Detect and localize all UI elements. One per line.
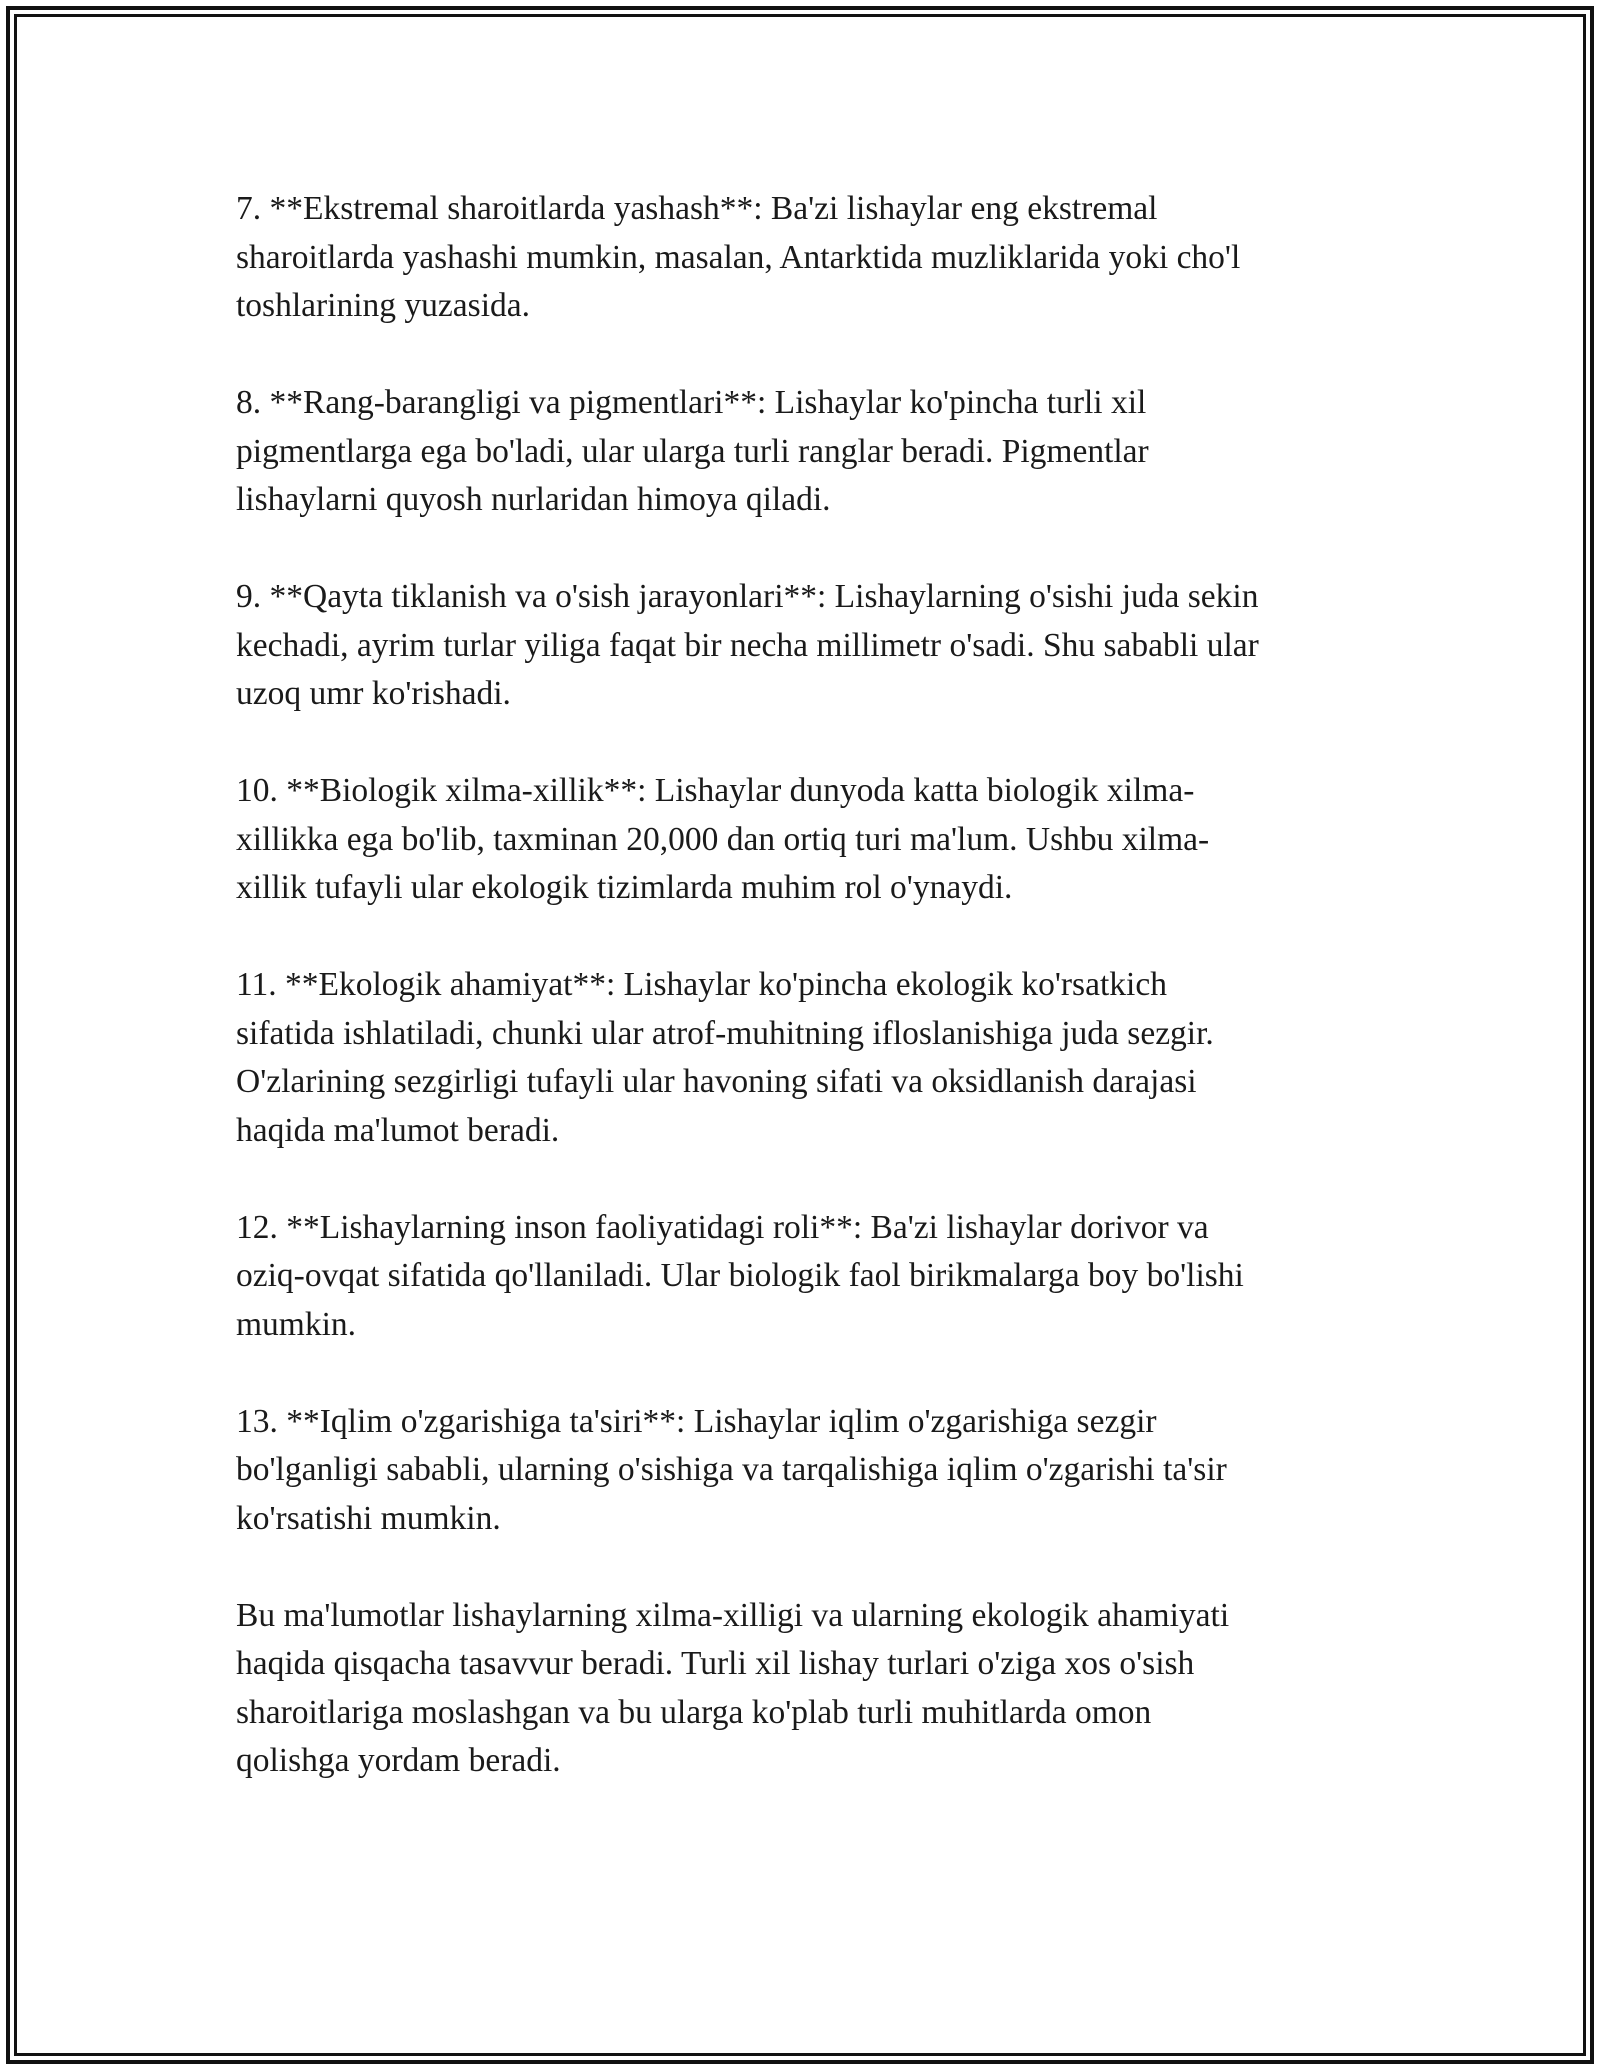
text-line: kechadi, ayrim turlar yiliga faqat bir necha millimetr o'sadi. Shu sababli ular bbox=[236, 626, 1259, 664]
text-line: sharoitlariga moslashgan va bu ularga ko'plab turli muhitlarda omon bbox=[236, 1693, 1152, 1731]
paragraph-12 bbox=[236, 1204, 1376, 1350]
text-line: oziq-ovqat sifatida qo'llaniladi. Ular biologik faol birikmalarga boy bo'lishi bbox=[236, 1257, 1244, 1294]
text-line: 9. **Qayta tiklanish va o'sish jarayonlari**: Lishaylarning o'sishi juda sekin bbox=[236, 578, 1259, 615]
document-body bbox=[236, 185, 1376, 1786]
text-line: mumkin. bbox=[236, 1305, 357, 1343]
text-line: sharoitlarda yashashi mumkin, masalan, Antarktida muzliklarida yoki cho'l bbox=[236, 238, 1241, 276]
text-line: ko'rsatishi mumkin. bbox=[236, 1499, 501, 1537]
paragraph-conclusion bbox=[236, 1592, 1376, 1786]
text-line: sifatida ishlatiladi, chunki ular atrof-muhitning ifloslanishiga juda sezgir. bbox=[236, 1014, 1214, 1052]
paragraph-7 bbox=[236, 185, 1376, 331]
text-line: lishaylarni quyosh nurlaridan himoya qiladi. bbox=[236, 481, 831, 518]
text-line: haqida ma'lumot beradi. bbox=[236, 1111, 560, 1149]
text-line: Bu ma'lumotlar lishaylarning xilma-xilligi va ularning ekologik ahamiyati bbox=[236, 1596, 1230, 1634]
text-line: toshlarining yuzasida. bbox=[236, 287, 530, 324]
text-line: xillikka ega bo'lib, taxminan 20,000 dan ortiq turi ma'lum. Ushbu xilma- bbox=[236, 820, 1210, 858]
text-line: 12. **Lishaylarning inson faoliyatidagi roli**: Ba'zi lishaylar dorivor va bbox=[236, 1208, 1209, 1246]
paragraph-8 bbox=[236, 379, 1376, 525]
text-line: haqida qisqacha tasavvur beradi. Turli xil lishay turlari o'ziga xos o'sish bbox=[236, 1645, 1195, 1682]
text-line: 11. **Ekologik ahamiyat**: Lishaylar ko'pincha ekologik ko'rsatkich bbox=[236, 966, 1167, 1003]
paragraph-10 bbox=[236, 767, 1376, 913]
text-line: 7. **Ekstremal sharoitlarda yashash**: Ba'zi lishaylar eng ekstremal bbox=[236, 190, 1158, 227]
text-line: O'zlarining sezgirligi tufayli ular havoning sifati va oksidlanish darajasi bbox=[236, 1063, 1197, 1100]
text-line: 10. **Biologik xilma-xillik**: Lishaylar dunyoda katta biologik xilma- bbox=[236, 772, 1195, 809]
paragraph-11 bbox=[236, 961, 1376, 1155]
text-line: qolishga yordam beradi. bbox=[236, 1742, 561, 1779]
text-line: uzoq umr ko'rishadi. bbox=[236, 675, 511, 712]
paragraph-13 bbox=[236, 1398, 1376, 1544]
text-line: pigmentlarga ega bo'ladi, ular ularga turli ranglar beradi. Pigmentlar bbox=[236, 432, 1149, 470]
text-line: 13. **Iqlim o'zgarishiga ta'siri**: Lishaylar iqlim o'zgarishiga sezgir bbox=[236, 1402, 1157, 1440]
paragraph-9 bbox=[236, 573, 1376, 719]
text-line: 8. **Rang-barangligi va pigmentlari**: Lishaylar ko'pincha turli xil bbox=[236, 384, 1147, 421]
text-line: xillik tufayli ular ekologik tizimlarda muhim rol o'ynaydi. bbox=[236, 869, 1013, 906]
text-line: bo'lganligi sababli, ularning o'sishiga va tarqalishiga iqlim o'zgarishi ta'sir bbox=[236, 1451, 1227, 1488]
